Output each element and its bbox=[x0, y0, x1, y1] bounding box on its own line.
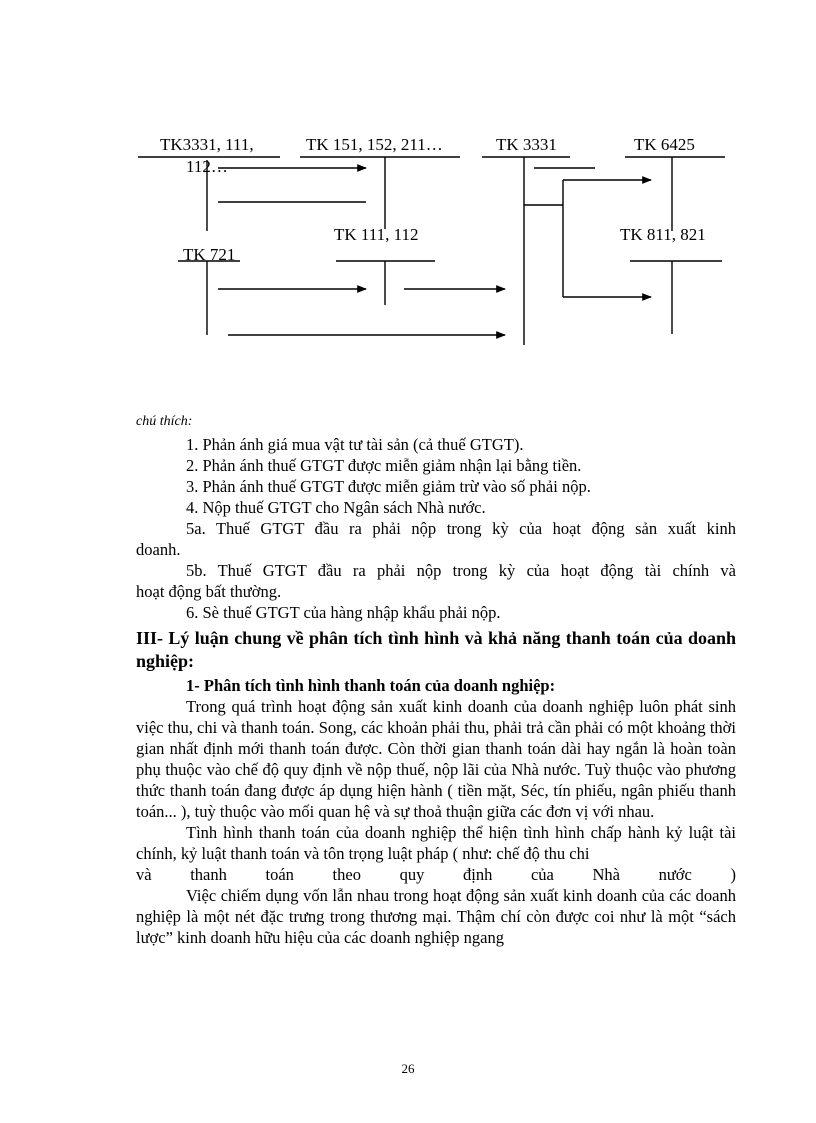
note-item-6: 6. Sè thuế GTGT của hàng nhập khẩu phải nộp. bbox=[186, 603, 501, 622]
paragraph-1: Trong quá trình hoạt động sản xuất kinh doanh của doanh nghiệp luôn phát sinh việc thu, chi và thanh toán. Song, các khoản phải thu, phải trả cần phải có một khoảng thời gian nhất định mới thanh toán được. Còn thời gian thanh toán dài hay ngắn là hoàn toàn phụ thuộc vào chế độ quy định về nộp thuế, nộp lãi của Nhà nước. Tuỳ thuộc vào phương thức thanh toán đang được áp dụng hiện hành ( tiền mặt, Séc, tín phiếu, ngân phiếu thanh toán... ), tuỳ thuộc vào mối quan hệ và sự thoả thuận giữa các đơn vị với nhau. bbox=[136, 697, 736, 821]
page-number: 26 bbox=[401, 1061, 415, 1076]
note-item-1: 1. Phản ánh giá mua vật tư tài sản (cả thuế GTGT). bbox=[186, 435, 524, 454]
note-item-4: 4. Nộp thuế GTGT cho Ngân sách Nhà nước. bbox=[186, 498, 486, 517]
note-item-5a: 5a. Thuế GTGT đầu ra phải nộp trong kỳ của hoạt động sản xuất kinh bbox=[186, 519, 736, 538]
label-tk151: TK 151, 152, 211… bbox=[306, 135, 443, 154]
label-tk811-821: TK 811, 821 bbox=[620, 225, 706, 244]
note-item-5a-cont: doanh. bbox=[136, 540, 181, 559]
account-flow-diagram bbox=[0, 0, 816, 400]
section-subheading: 1- Phân tích tình hình thanh toán của doanh nghiệp: bbox=[186, 676, 556, 695]
label-tk111-112: TK 111, 112 bbox=[334, 225, 419, 244]
paragraph-2: Tình hình thanh toán của doanh nghiệp thể hiện tình hình chấp hành kỷ luật tài chính, kỷ luật thanh toán và tôn trọng luật pháp ( như: chế độ thu chi bbox=[136, 823, 736, 863]
label-tk3331: TK 3331 bbox=[496, 135, 557, 154]
section-heading: III- Lý luận chung về phân tích tình hình và khả năng thanh toán của doanh nghiệp: bbox=[136, 628, 736, 671]
label-tk721: TK 721 bbox=[183, 245, 236, 264]
note-item-2: 2. Phản ánh thuế GTGT được miễn giảm nhận lại bằng tiền. bbox=[186, 456, 582, 475]
paragraph-2-last-line: và thanh toán theo quy định của Nhà nước ) bbox=[136, 865, 736, 884]
notes-caption: chú thích: bbox=[136, 414, 193, 429]
note-item-5b-cont: hoạt động bất thường. bbox=[136, 582, 282, 601]
body-text bbox=[136, 412, 736, 948]
label-tk3331-111: TK3331, 111, bbox=[160, 135, 254, 154]
note-item-3: 3. Phản ánh thuế GTGT được miễn giảm trừ vào số phải nộp. bbox=[186, 477, 591, 496]
label-tk6425: TK 6425 bbox=[634, 135, 695, 154]
note-item-5b: 5b. Thuế GTGT đầu ra phải nộp trong kỳ của hoạt động tài chính và bbox=[186, 561, 736, 580]
label-tk112: 112… bbox=[186, 157, 228, 176]
paragraph-3: Việc chiếm dụng vốn lẫn nhau trong hoạt động sản xuất kinh doanh của các doanh nghiệp là một nét đặc trưng trong thương mại. Thậm chí còn được coi như là một “sách lược” kinh doanh hữu hiệu của các doanh nghiệp ngang bbox=[136, 886, 736, 947]
